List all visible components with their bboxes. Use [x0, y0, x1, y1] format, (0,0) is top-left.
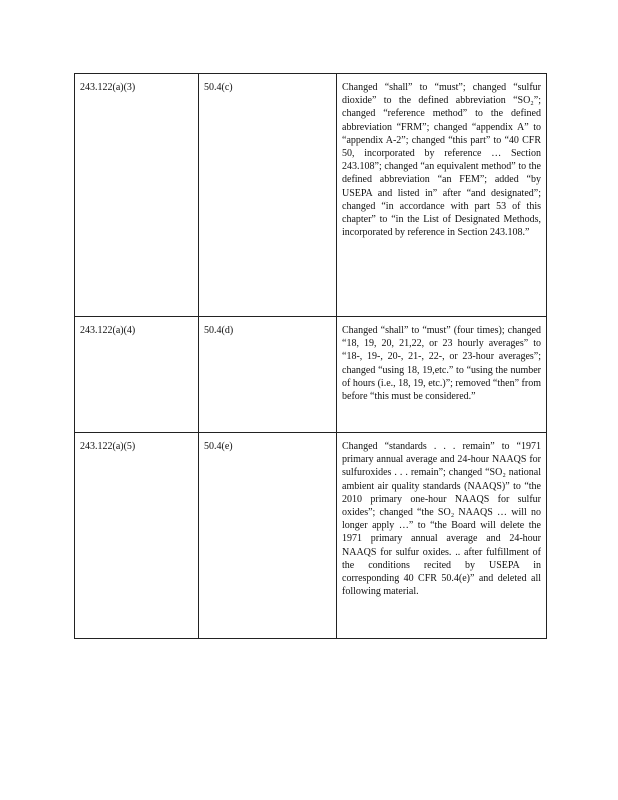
section-cell: 243.122(a)(5): [75, 433, 199, 639]
amendments-table: [74, 73, 547, 639]
table-row: [75, 74, 547, 317]
section-cell: 243.122(a)(3): [75, 74, 199, 317]
table-row: [75, 317, 547, 433]
description-cell: Changed “standards . . . remain” to “1971 primary annual average and 24-hour NAAQS for sulfuroxides . . . remain”; changed “SO₂ national ambient air quality standards (NAAQS)” to “the 2010 primary one-hour NAAQS for sulfur oxides”; changed “the SO₂ NAAQS … will no longer apply …” to “the Board will delete the 1971 primary annual average and 24-hour NAAQS for sulfur oxides. .. after fulfillment of the conditions recited by USEPA in corresponding 40 CFR 50.4(e)” and deleted all following material.: [337, 433, 547, 639]
cfr-cell: 50.4(d): [199, 317, 337, 433]
cfr-cell: 50.4(e): [199, 433, 337, 639]
section-cell: 243.122(a)(4): [75, 317, 199, 433]
description-cell: Changed “shall” to “must”; changed “sulfur dioxide” to the defined abbreviation “SO₂”; changed “reference method” to the defined abbreviation “FRM”; changed “appendix A” to “appendix A-2”; changed “this part” to “40 CFR 50, incorporated by reference … Section 243.108”; changed “an equivalent method” to the defined abbreviation “an FEM”; added “by USEPA and listed in” after “and designated”; changed “in accordance with part 53 of this chapter” to “in the List of Designated Methods, incorporated by reference in Section 243.108.”: [337, 74, 547, 317]
table-row: [75, 433, 547, 639]
description-cell: Changed “shall” to “must” (four times); changed “18, 19, 20, 21,22, or 23 hourly averages” to “18-, 19-, 20-, 21-, 22-, or 23-hour averages”; changed “using 18, 19,etc.” to “using the number of hours (i.e., 18, 19, etc.)”; removed “then” from before “this must be considered.”: [337, 317, 547, 433]
cfr-cell: 50.4(c): [199, 74, 337, 317]
